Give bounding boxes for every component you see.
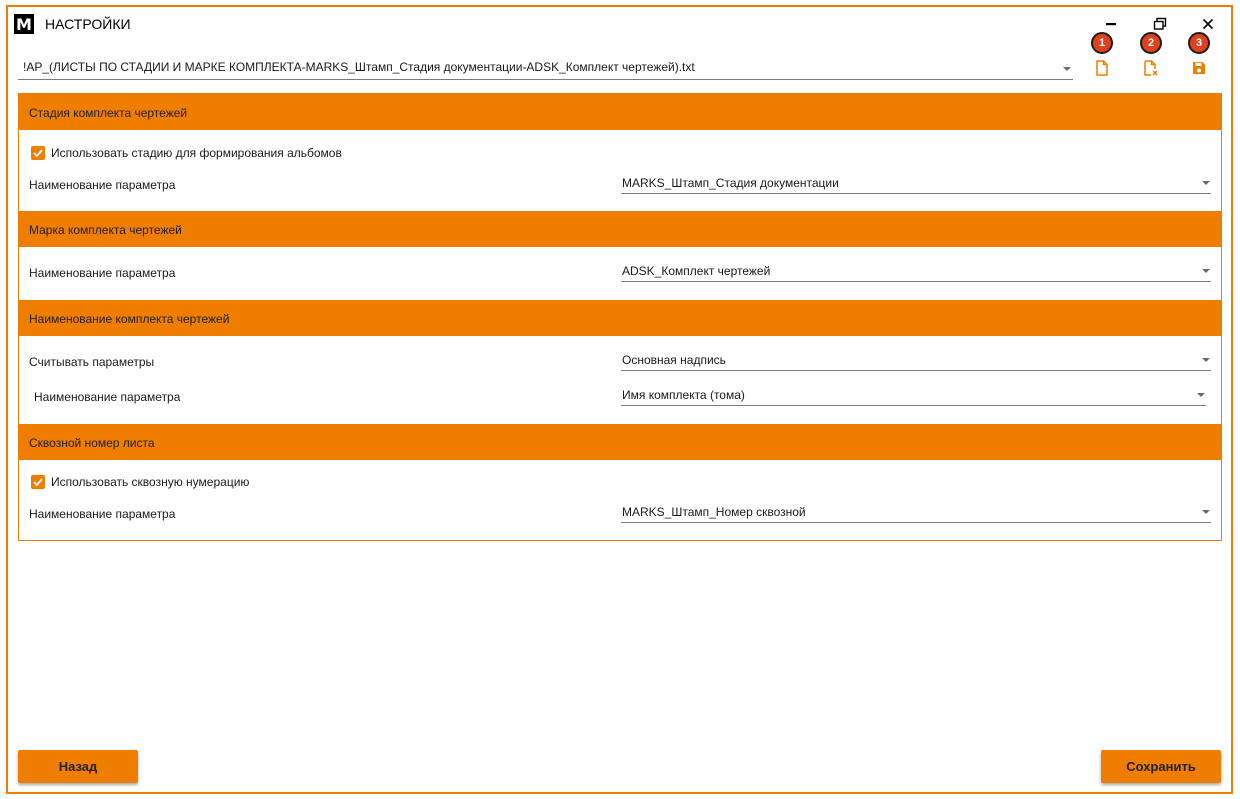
checkbox-label: Использовать стадию для формирования альбомов (51, 146, 342, 160)
chevron-down-icon (1202, 269, 1210, 273)
section-title: Стадия комплекта чертежей (29, 106, 188, 120)
chevron-down-icon (1202, 358, 1210, 362)
param-label: Наименование параметра (29, 507, 176, 521)
param-label: Наименование параметра (34, 390, 181, 404)
set-name-param-value: Имя комплекта (тома) (622, 388, 745, 402)
read-params-label: Считывать параметры (29, 355, 155, 369)
minimize-icon (1105, 18, 1117, 30)
section-title: Наименование комплекта чертежей (29, 312, 230, 326)
section-title: Марка комплекта чертежей (29, 223, 182, 237)
section-header-sheet-number (19, 424, 1221, 460)
window-title: НАСТРОЙКИ (45, 16, 131, 32)
close-icon (1202, 18, 1214, 30)
floppy-save-icon (1192, 61, 1206, 75)
file-close-icon (1143, 60, 1159, 76)
section-header-set-name (19, 300, 1221, 336)
use-stage-checkbox[interactable] (31, 145, 351, 161)
checkbox-checked[interactable] (31, 146, 45, 160)
settings-panel (18, 93, 1222, 541)
close-file-button[interactable] (1140, 57, 1162, 79)
sheet-number-param-value: MARKS_Штамп_Номер сквозной (622, 505, 806, 519)
save-file-button[interactable] (1188, 57, 1210, 79)
restore-icon (1153, 17, 1167, 31)
new-file-button[interactable] (1091, 57, 1113, 79)
checkmark-icon (32, 147, 44, 159)
read-params-value: Основная надпись (622, 353, 726, 367)
section-title: Сквозной номер листа (29, 436, 155, 450)
chevron-down-icon (1063, 67, 1071, 71)
read-params-select[interactable] (621, 349, 1211, 371)
chevron-down-icon (1197, 393, 1205, 397)
chevron-down-icon (1202, 510, 1210, 514)
use-continuous-numbering-checkbox[interactable] (31, 474, 291, 490)
app-logo: M (14, 14, 34, 34)
settings-file-select[interactable] (18, 57, 1073, 80)
stage-param-value: MARKS_Штамп_Стадия документации (622, 176, 839, 190)
checkbox-label: Использовать сквозную нумерацию (51, 475, 250, 489)
back-button[interactable]: Назад (18, 750, 138, 783)
checkbox-checked[interactable] (31, 475, 45, 489)
file-new-icon (1095, 60, 1109, 76)
settings-file-value: !АР_(ЛИСТЫ ПО СТАДИИ И МАРКЕ КОМПЛЕКТА-MARKS_Штамп_Стадия документации-ADSK_Комплект чертежей).txt (23, 60, 695, 74)
param-label: Наименование параметра (29, 178, 176, 192)
marker-badge: 1 (1091, 32, 1113, 54)
chevron-down-icon (1202, 181, 1210, 185)
settings-window (6, 5, 1233, 794)
sheet-number-param-select[interactable] (621, 501, 1211, 523)
marker-badge: 3 (1188, 32, 1210, 54)
section-header-stage (19, 94, 1221, 130)
save-button[interactable]: Сохранить (1101, 750, 1221, 783)
mark-param-select[interactable] (621, 260, 1211, 282)
param-label: Наименование параметра (29, 266, 176, 280)
marker-badge: 2 (1140, 32, 1162, 54)
stage-param-select[interactable] (621, 172, 1211, 194)
checkmark-icon (32, 476, 44, 488)
title-bar (8, 7, 1231, 41)
mark-param-value: ADSK_Комплект чертежей (622, 264, 771, 278)
set-name-param-select[interactable] (621, 384, 1206, 406)
section-header-mark (19, 211, 1221, 247)
